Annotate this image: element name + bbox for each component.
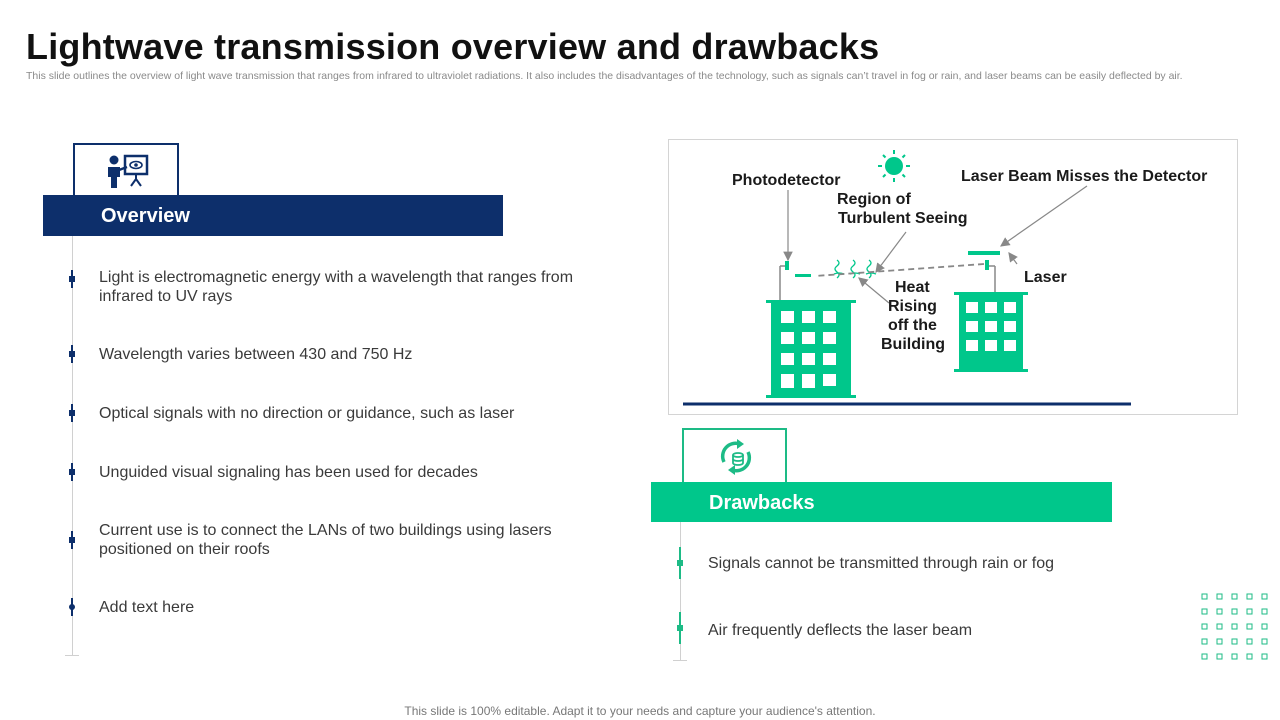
drawbacks-icon-box	[682, 428, 787, 484]
label-heat-3: off the	[888, 317, 937, 334]
overview-item: Current use is to connect the LANs of two buildings using lasers positioned on their roofs	[99, 522, 552, 558]
label-heat-4: Building	[881, 336, 945, 353]
drawbacks-header-bar	[651, 482, 1112, 522]
laser-diagram	[668, 139, 1238, 415]
decorative-dot-grid	[1200, 592, 1276, 666]
overview-item: Wavelength varies between 430 and 750 Hz	[99, 346, 413, 363]
refresh-coins-icon	[716, 438, 756, 476]
presentation-icon	[105, 153, 151, 189]
drawbacks-timeline-end	[673, 660, 687, 661]
overview-timeline	[72, 236, 73, 656]
label-heat-1: Heat	[895, 279, 930, 296]
drawbacks-heading: Drawbacks	[709, 492, 815, 514]
overview-item: Add text here	[99, 599, 195, 616]
overview-item: Light is electromagnetic energy with a wavelength that ranges from infrared to UV rays	[99, 269, 574, 305]
drawback-item: Signals cannot be transmitted through rain or fog	[708, 555, 1054, 572]
label-photodetector: Photodetector	[732, 172, 841, 189]
overview-item: Optical signals with no direction or guidance, such as laser	[99, 405, 515, 422]
heat-waves	[834, 260, 876, 278]
laser-beam	[815, 264, 984, 276]
building-right	[954, 251, 1028, 372]
label-turbulent-2: Turbulent Seeing	[838, 210, 968, 227]
page-title: Lightwave transmission overview and drawbacks	[26, 26, 880, 67]
overview-timeline-end	[65, 655, 79, 656]
drawback-item: Air frequently deflects the laser beam	[708, 622, 973, 639]
page-subtitle: This slide outlines the overview of light wave transmission that ranges from infrared to ultraviolet radiations. It also includes the disadvantages of the technology, such as signals can’t travel in fog or rain, and laser beams can be easily deflected by air.	[26, 70, 1183, 82]
overview-icon-box	[73, 143, 179, 197]
overview-header-bar	[43, 195, 503, 236]
label-turbulent-1: Region of	[837, 191, 911, 208]
label-heat-2: Rising	[888, 298, 937, 315]
sun-icon	[878, 150, 910, 182]
building-left	[766, 261, 856, 398]
overview-heading: Overview	[101, 205, 190, 227]
overview-item: Unguided visual signaling has been used for decades	[99, 464, 478, 481]
label-laser-miss: Laser Beam Misses the Detector	[961, 168, 1208, 185]
footer-note: This slide is 100% editable. Adapt it to your needs and capture your audience's attention.	[404, 704, 876, 718]
label-laser: Laser	[1024, 269, 1067, 286]
